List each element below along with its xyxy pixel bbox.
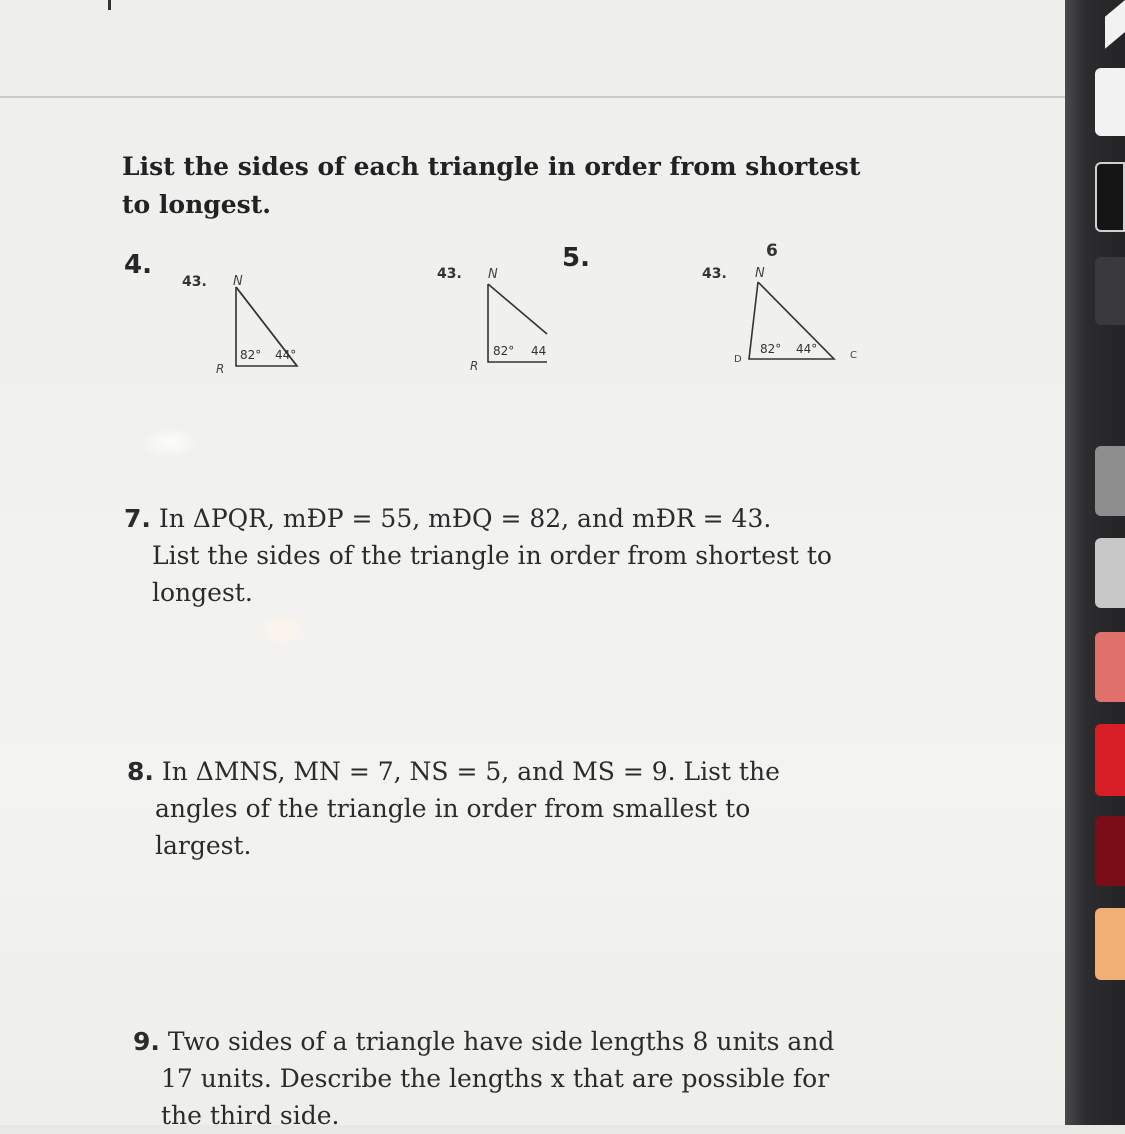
problem-7-line-2: List the sides of the triangle in order from shortest to	[152, 541, 832, 570]
problem-6-scribble: 6	[766, 241, 778, 261]
triangle-3-angle-right: 44°	[796, 342, 818, 356]
triangle-3-figure	[730, 258, 870, 368]
problem-7	[124, 500, 832, 611]
triangle-1-figure	[200, 265, 320, 385]
swatch-white[interactable]	[1095, 68, 1125, 136]
triangle-2-vertex-left: R	[470, 359, 479, 373]
triangle-1-angle-right: 44°	[275, 348, 297, 362]
triangle-1-label: 43.	[182, 274, 207, 290]
triangle-1-vertex-left: R	[216, 362, 225, 376]
problem-8-number: 8.	[127, 757, 154, 786]
problem-9-line-3: the third side.	[161, 1101, 340, 1130]
glare-spot	[140, 428, 200, 458]
triangle-3-label: 43.	[702, 266, 727, 282]
instructions	[122, 148, 860, 224]
problem-8-line-1: In ΔMNS, MN = 7, NS = 5, and MS = 9. List the	[153, 757, 780, 786]
problem-9-number: 9.	[133, 1027, 160, 1056]
swatch-red[interactable]	[1095, 724, 1125, 796]
triangle-3-vertex-top: N	[755, 266, 765, 281]
swatch-light-gray[interactable]	[1095, 538, 1125, 608]
triangle-2-angle-right: 44	[531, 344, 547, 358]
problem-7-number: 7.	[124, 504, 151, 533]
palette-top-corner	[1105, 0, 1125, 49]
triangle-3-vertex-left: D	[734, 354, 742, 365]
problem-8	[127, 753, 780, 864]
problem-8-line-2: angles of the triangle in order from smallest to	[155, 794, 751, 823]
problem-5-number: 5.	[562, 243, 590, 273]
triangle-2-figure	[455, 258, 575, 378]
instructions-line-2: to longest.	[122, 190, 271, 219]
problem-9-line-2: 17 units. Describe the lengths x that are possible for	[161, 1064, 830, 1093]
problem-9	[133, 1023, 834, 1134]
triangle-2-vertex-top: N	[488, 267, 498, 282]
triangle-1-vertex-top: N	[233, 274, 243, 289]
swatch-orange[interactable]	[1095, 908, 1125, 980]
swatch-gray[interactable]	[1095, 446, 1125, 516]
instructions-line-1: List the sides of each triangle in order from shortest	[122, 152, 861, 181]
page-top-edge	[0, 96, 1065, 98]
problem-9-line-1: Two sides of a triangle have side lengths 8 units and	[159, 1027, 835, 1056]
triangle-1-angle-left: 82°	[240, 348, 262, 362]
color-palette-panel	[1065, 0, 1125, 1125]
glare-spot	[252, 610, 312, 650]
triangle-2-label: 43.	[437, 266, 462, 282]
triangle-3-angle-left: 82°	[760, 342, 782, 356]
swatch-dark-red[interactable]	[1095, 816, 1125, 886]
swatch-salmon[interactable]	[1095, 632, 1125, 702]
triangle-2-angle-left: 82°	[493, 344, 515, 358]
top-mark	[108, 0, 111, 10]
triangle-3-vertex-right: C	[850, 350, 857, 361]
problem-8-line-3: largest.	[155, 831, 252, 860]
swatch-black[interactable]	[1095, 162, 1125, 232]
problem-7-line-1: In ΔPQR, mÐP = 55, mÐQ = 82, and mÐR = 43.	[150, 504, 772, 533]
problem-7-line-3: longest.	[152, 578, 253, 607]
problem-4-number: 4.	[124, 250, 152, 280]
swatch-dark-gray[interactable]	[1095, 257, 1125, 325]
